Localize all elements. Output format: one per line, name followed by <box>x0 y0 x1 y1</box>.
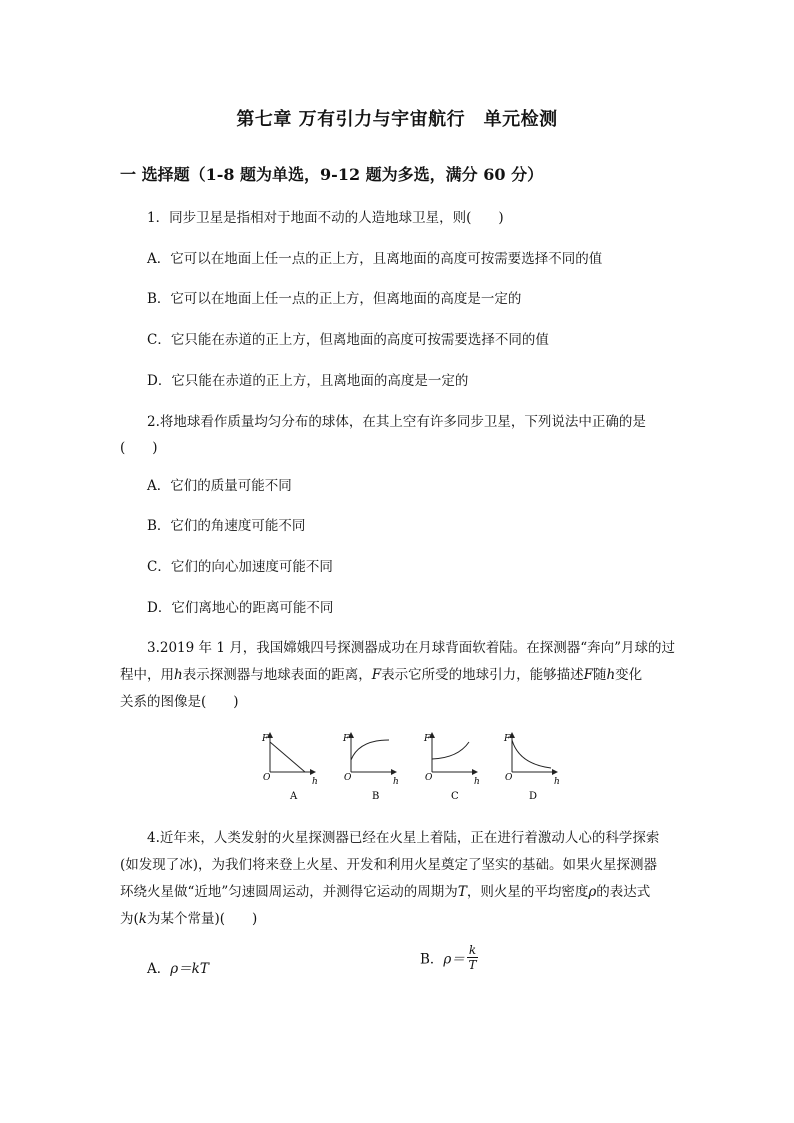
graph-c <box>423 733 480 802</box>
q4-line3-text: 的表达式 <box>596 884 651 900</box>
graph-a-y-label: F <box>262 734 269 744</box>
q4-line3-text: ，则火星的平均密度 <box>466 884 589 900</box>
q2-stem-line2: ( ) <box>120 440 158 456</box>
q1-option-b: B．它可以在地面上任一点的正上方，但离地面的高度是一定的 <box>147 291 522 307</box>
graph-b-origin: O <box>344 773 352 783</box>
q4-option-a <box>147 957 209 977</box>
q4-line4-text: 为( <box>120 911 139 927</box>
q1-option-c: C．它只能在赤道的正上方，但离地面的高度可按需要选择不同的值 <box>147 332 549 348</box>
q3-line2-text: 随 <box>592 667 607 683</box>
q4-option-b <box>420 944 478 971</box>
q1-option-a: A．它可以在地面上任一点的正上方，且离地面的高度可按需要选择不同的值 <box>147 251 603 267</box>
graph-a <box>261 733 318 802</box>
q1-stem: 1．同步卫星是指相对于地面不动的人造地球卫星，则( ) <box>147 210 504 226</box>
q4-line4-text: 为某个常量)( ) <box>146 911 258 927</box>
graph-a-origin: O <box>263 773 271 783</box>
fraction-numerator: k <box>468 943 477 957</box>
graph-c-curve <box>432 742 469 759</box>
graph-d-origin: O <box>505 773 513 783</box>
graph-c-caption: C <box>451 791 459 802</box>
q4-var-t: T <box>457 884 467 900</box>
q4-option-a-expr: ρ＝kT <box>170 961 209 977</box>
q2-option-c: C．它们的向心加速度可能不同 <box>147 559 333 575</box>
graph-d-y-label: F <box>504 734 511 744</box>
q3-var-h: h <box>606 667 616 683</box>
q4-var-rho: ρ <box>588 884 597 900</box>
q3-var-f: F <box>583 667 593 683</box>
q4-line4 <box>120 907 257 927</box>
page-title: 第七章 万有引力与宇宙航行 单元检测 <box>236 109 558 130</box>
q2-option-a: A．它们的质量可能不同 <box>147 478 292 494</box>
q3-line2-text: 变化 <box>615 667 643 683</box>
q4-option-a-label: A． <box>147 961 171 977</box>
section-heading: 一 选择题（1-8 题为单选，9-12 题为多选，满分 60 分） <box>120 165 544 184</box>
q4-var-k: k <box>138 911 147 927</box>
q2-stem-line1: 2.将地球看作质量均匀分布的球体，在其上空有许多同步卫星，下列说法中正确的是 <box>147 414 646 430</box>
graph-a-caption: A <box>290 791 298 802</box>
q3-line2-text: 程中，用 <box>120 667 174 683</box>
q3-var-f: F <box>371 667 382 683</box>
q3-line2 <box>120 663 642 683</box>
q3-line2-text: 表示探测器与地球表面的距离， <box>182 667 372 683</box>
graph-b <box>342 733 399 802</box>
q3-line3: 关系的图像是( ) <box>120 694 239 710</box>
q3-line2-text: 表示它所受的地球引力，能够描述 <box>381 667 584 683</box>
graph-b-curve <box>351 740 389 760</box>
graph-b-x-label: h <box>393 777 399 787</box>
graph-d-x-label: h <box>554 777 560 787</box>
q4-option-b-fraction <box>467 944 478 971</box>
graph-a-curve <box>270 742 305 772</box>
q1-option-d: D．它只能在赤道的正上方，且离地面的高度是一定的 <box>147 373 469 389</box>
graph-d <box>503 733 560 802</box>
graph-d-caption: D <box>529 791 538 802</box>
q4-line1: 4.近年来，人类发射的火星探测器已经在火星上着陆，正在进行着激动人心的科学探索 <box>147 830 660 846</box>
q2-option-b: B．它们的角速度可能不同 <box>147 518 306 534</box>
q2-option-d: D．它们离地心的距离可能不同 <box>147 600 334 616</box>
q4-line2: (如发现了冰)，为我们将来登上火星、开发和利用火星奠定了坚实的基础。如果火星探测器 <box>120 857 658 873</box>
q4-option-b-lhs: ρ＝ <box>443 951 465 968</box>
graph-a-x-label: h <box>312 777 318 787</box>
fraction-denominator: T <box>468 958 477 972</box>
graph-b-caption: B <box>372 791 380 802</box>
graph-b-y-label: F <box>343 734 350 744</box>
graph-c-origin: O <box>425 773 433 783</box>
q4-line3-text: 环绕火星做“近地”匀速圆周运动，并测得它运动的周期为 <box>120 884 458 900</box>
q3-var-h: h <box>174 667 183 683</box>
q4-option-b-label: B． <box>420 951 444 968</box>
q3-graphs-figure <box>255 728 565 804</box>
graph-c-y-label: F <box>424 734 431 744</box>
graph-c-x-label: h <box>474 777 480 787</box>
graph-d-curve <box>512 740 551 768</box>
q3-line1: 3.2019 年 1 月，我国嫦娥四号探测器成功在月球背面软着陆。在探测器“奔向”月球的过 <box>147 640 676 656</box>
q4-line3 <box>120 880 650 900</box>
